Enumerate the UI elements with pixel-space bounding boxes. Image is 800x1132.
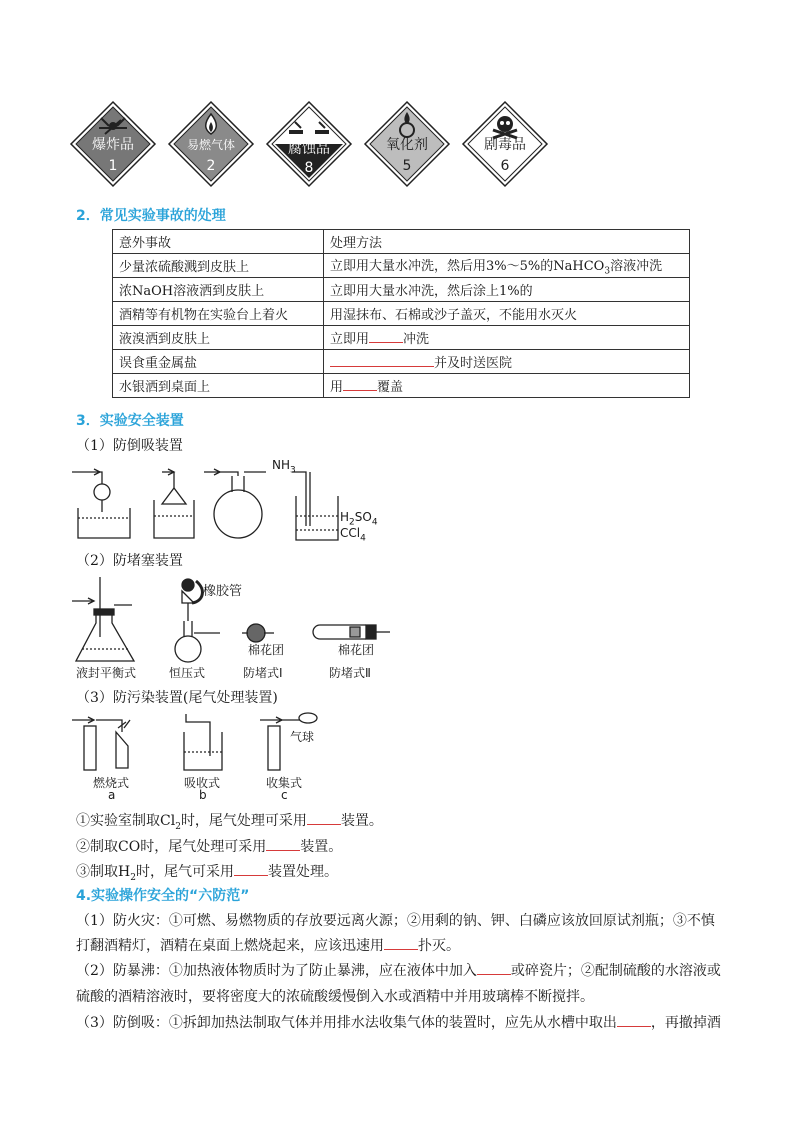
text: （2）防暴沸：①加热液体物质时为了防止暴沸，应在液体中加入 <box>76 963 477 979</box>
paragraph-fire-line-2 <box>76 935 460 955</box>
rubber-tube-label: 橡胶管 <box>203 584 243 599</box>
paragraph-suckback-line-1 <box>76 1012 721 1032</box>
caption-constant-pressure: 恒压式 <box>169 666 206 680</box>
answer-blank[interactable] <box>369 328 403 343</box>
text: 扑灭。 <box>418 938 460 954</box>
method-cell <box>324 374 690 398</box>
subscript: 4 <box>360 533 366 544</box>
table-row <box>113 326 690 350</box>
accident-cell: 酒精等有机物在实验台上着火 <box>113 302 324 326</box>
sign-number: 5 <box>402 158 412 174</box>
text: ③制取H <box>76 864 131 880</box>
hazard-sign-oxidizer <box>363 100 451 188</box>
label-text: CCl <box>340 526 361 540</box>
caption-absorb-letter: b <box>199 788 207 802</box>
method-cell: 立即用大量水冲洗，然后涂上1%的 <box>324 278 690 302</box>
table-row <box>113 254 690 278</box>
caption-collect-letter: c <box>281 788 288 802</box>
caption-anti-block-2: 防堵式Ⅱ <box>329 666 371 680</box>
accident-cell: 浓NaOH溶液洒到皮肤上 <box>113 278 324 302</box>
method-cell <box>324 254 690 278</box>
subscript: 2 <box>130 872 136 883</box>
paragraph-boil-line-1 <box>76 960 721 980</box>
table-row <box>113 374 690 398</box>
subscript: 3 <box>604 266 611 277</box>
method-text: 并及时送医院 <box>434 356 513 371</box>
hazard-sign-toxic <box>461 100 549 188</box>
paragraph-fire-line-1: （1）防火灾：①可燃、易燃物质的存放要远离火源；②用剩的钠、钾、白磷应该放回原试剂瓶；③不慎 <box>76 913 715 929</box>
subsection-anti-pollution: （3）防污染装置(尾气处理装置) <box>76 690 278 706</box>
sign-label: 剧毒品 <box>484 137 526 153</box>
sign-label: 易燃气体 <box>186 138 235 152</box>
accident-table <box>112 229 690 398</box>
sign-label: 爆炸品 <box>92 137 134 153</box>
answer-blank[interactable] <box>234 861 268 876</box>
question-1 <box>76 810 383 832</box>
subsection-anti-blockage: （2）防堵塞装置 <box>76 553 183 569</box>
text: ，再撤掉酒 <box>650 1015 721 1031</box>
text: 装置。 <box>340 813 383 829</box>
section-3-title: 3．实验安全装置 <box>76 413 184 429</box>
text: 打翻酒精灯，酒精在桌面上燃烧起来，应该迅速用 <box>76 938 384 954</box>
label-text: SO <box>354 510 372 524</box>
table-row <box>113 350 690 374</box>
method-cell <box>324 350 690 374</box>
answer-blank[interactable] <box>266 836 300 851</box>
nh3-label <box>272 458 296 475</box>
subscript: 4 <box>371 517 378 528</box>
label-text: NH <box>272 458 290 472</box>
table-header-row <box>113 230 690 254</box>
section-2-title: 2．常见实验事故的处理 <box>76 208 226 224</box>
text: 时，尾气可采用 <box>135 864 234 880</box>
method-text: 用 <box>330 380 344 395</box>
table-row <box>113 278 690 302</box>
answer-blank[interactable] <box>343 376 377 391</box>
header-method: 处理方法 <box>324 230 690 254</box>
hazard-sign-corrosive <box>265 100 353 188</box>
method-text: 溶液冲洗 <box>610 258 663 274</box>
sign-number: 2 <box>206 158 216 174</box>
answer-blank[interactable] <box>477 960 511 975</box>
question-2 <box>76 836 342 856</box>
caption-burn-letter: a <box>108 788 116 802</box>
cotton-label-1: 棉花团 <box>248 643 285 657</box>
method-text: 覆盖 <box>377 380 404 395</box>
caption-anti-block-1: 防堵式Ⅰ <box>243 666 283 680</box>
subscript: 2 <box>349 517 355 528</box>
subsection-anti-suckback: （1）防倒吸装置 <box>76 438 183 454</box>
cotton-label-2: 棉花团 <box>338 643 375 657</box>
caption-burn: 燃烧式 <box>93 776 130 790</box>
caption-collect: 收集式 <box>266 776 303 790</box>
method-text: 立即用大量水冲洗，然后用3%～5%的NaHCO <box>330 258 605 274</box>
balloon-label: 气球 <box>290 730 315 744</box>
text: 装置。 <box>300 839 343 855</box>
subscript: 2 <box>175 821 181 832</box>
sign-number: 1 <box>108 158 118 174</box>
text: （3）防倒吸：①拆卸加热法制取气体并用排水法收集气体的装置时，应先从水槽中取出 <box>76 1015 617 1031</box>
answer-blank[interactable] <box>384 935 418 950</box>
sign-label: 腐蚀品 <box>288 141 330 157</box>
question-3 <box>76 861 338 883</box>
text: ①实验室制取Cl <box>76 813 176 829</box>
answer-blank[interactable] <box>617 1012 651 1027</box>
accident-cell: 误食重金属盐 <box>113 350 324 374</box>
text: 时，尾气处理可采用 <box>180 813 307 829</box>
text: 或碎瓷片；②配制硫酸的水溶液或 <box>510 963 721 979</box>
method-cell <box>324 326 690 350</box>
h2so4-label <box>340 510 378 527</box>
accident-cell: 液溴洒到皮肤上 <box>113 326 324 350</box>
hazard-sign-flammable-gas <box>167 100 255 188</box>
subscript: 3 <box>290 465 296 476</box>
header-accident: 意外事故 <box>113 230 324 254</box>
section-4-title: 4.实验操作安全的“六防范” <box>76 888 250 904</box>
method-text: 立即用 <box>330 332 370 347</box>
answer-blank[interactable] <box>330 352 434 367</box>
method-cell: 用湿抹布、石棉或沙子盖灭，不能用水灭火 <box>324 302 690 326</box>
sign-number: 8 <box>304 160 314 176</box>
method-text: 冲洗 <box>403 332 430 347</box>
sign-label: 氧化剂 <box>386 137 428 153</box>
text: ②制取CO时，尾气处理可采用 <box>76 839 267 855</box>
text: 装置处理。 <box>267 864 338 880</box>
answer-blank[interactable] <box>307 810 341 825</box>
hazard-sign-explosive <box>69 100 157 188</box>
sign-number: 6 <box>500 158 510 174</box>
caption-liquid-seal: 液封平衡式 <box>76 666 137 680</box>
paragraph-boil-line-2: 硫酸的酒精溶液时，要将密度大的浓硫酸缓慢倒入水或酒精中并用玻璃棒不断搅拌。 <box>76 989 594 1005</box>
accident-cell: 水银洒到桌面上 <box>113 374 324 398</box>
ccl4-label <box>340 526 366 543</box>
caption-absorb: 吸收式 <box>184 776 221 790</box>
label-text: H <box>340 510 350 524</box>
table-row <box>113 302 690 326</box>
accident-cell: 少量浓硫酸溅到皮肤上 <box>113 254 324 278</box>
